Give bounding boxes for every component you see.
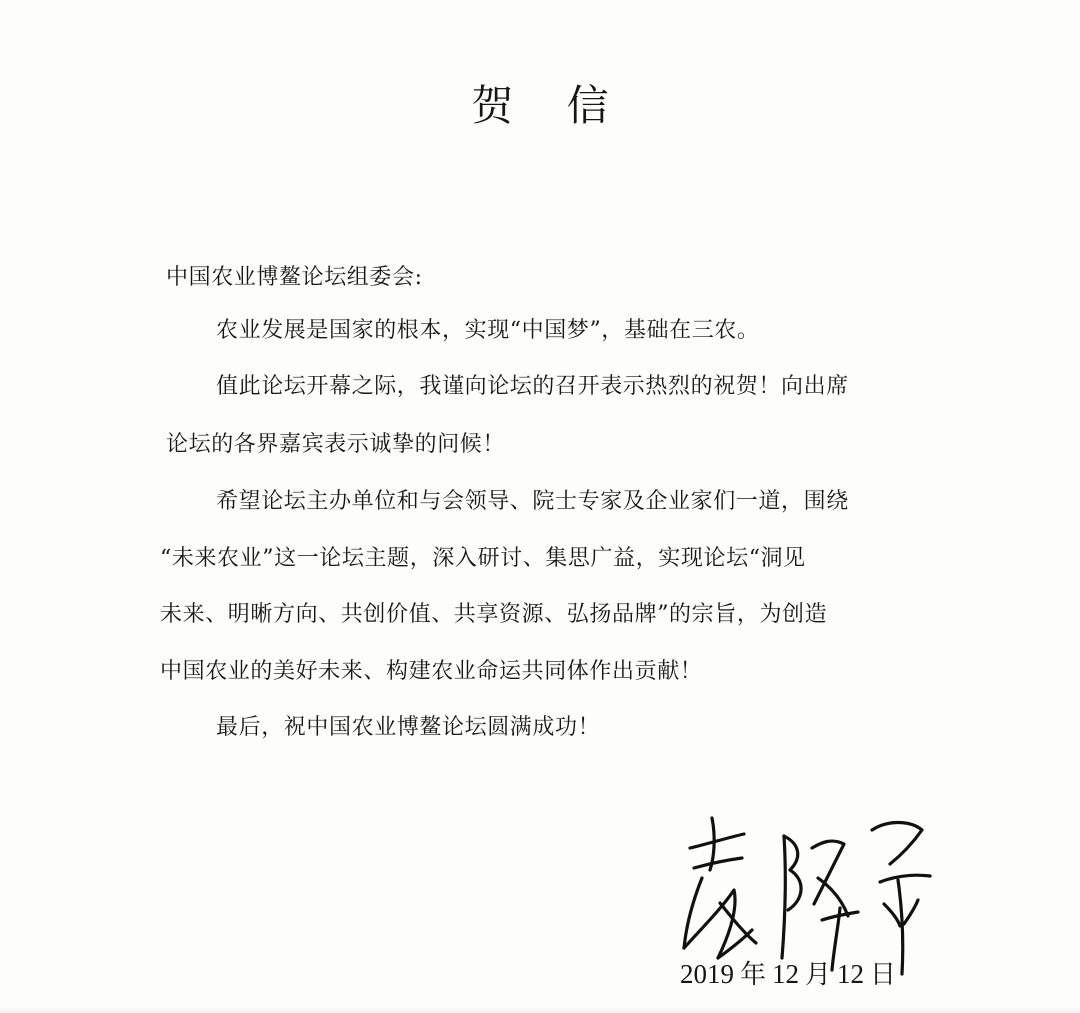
body-line-2: 值此论坛开幕之际，我谨向论坛的召开表示热烈的祝贺！向出席 (216, 374, 849, 399)
body-line-7: 中国农业的美好未来、构建农业命运共同体作出贡献！ (160, 659, 703, 684)
handwritten-signature (672, 808, 942, 978)
date-month: 12 (772, 959, 800, 989)
date-line (680, 956, 902, 993)
body-line-6: 未来、明晰方向、共创价值、共享资源、弘扬品牌”的宗旨，为创造 (160, 602, 828, 627)
date-month-unit: 月 (805, 960, 832, 990)
salutation: 中国农业博鳌论坛组委会: (166, 265, 423, 290)
date-year: 2019 (680, 959, 734, 989)
scan-edge-shadow (0, 1007, 1080, 1013)
body-line-1: 农业发展是国家的根本，实现“中国梦”，基础在三农。 (216, 318, 760, 343)
date-day-unit: 日 (870, 960, 897, 990)
body-line-3: 论坛的各界嘉宾表示诚挚的问候！ (166, 432, 506, 457)
date-year-unit: 年 (740, 960, 767, 990)
date-day: 12 (837, 959, 865, 989)
letter-title: 贺 信 (471, 81, 629, 130)
body-line-5: “未来农业”这一论坛主题，深入研讨、集思广益，实现论坛“洞见 (160, 546, 806, 571)
body-line-4: 希望论坛主办单位和与会领导、院士专家及企业家们一道，围绕 (216, 489, 849, 514)
body-line-8: 最后，祝中国农业博鳌论坛圆满成功！ (216, 715, 601, 740)
